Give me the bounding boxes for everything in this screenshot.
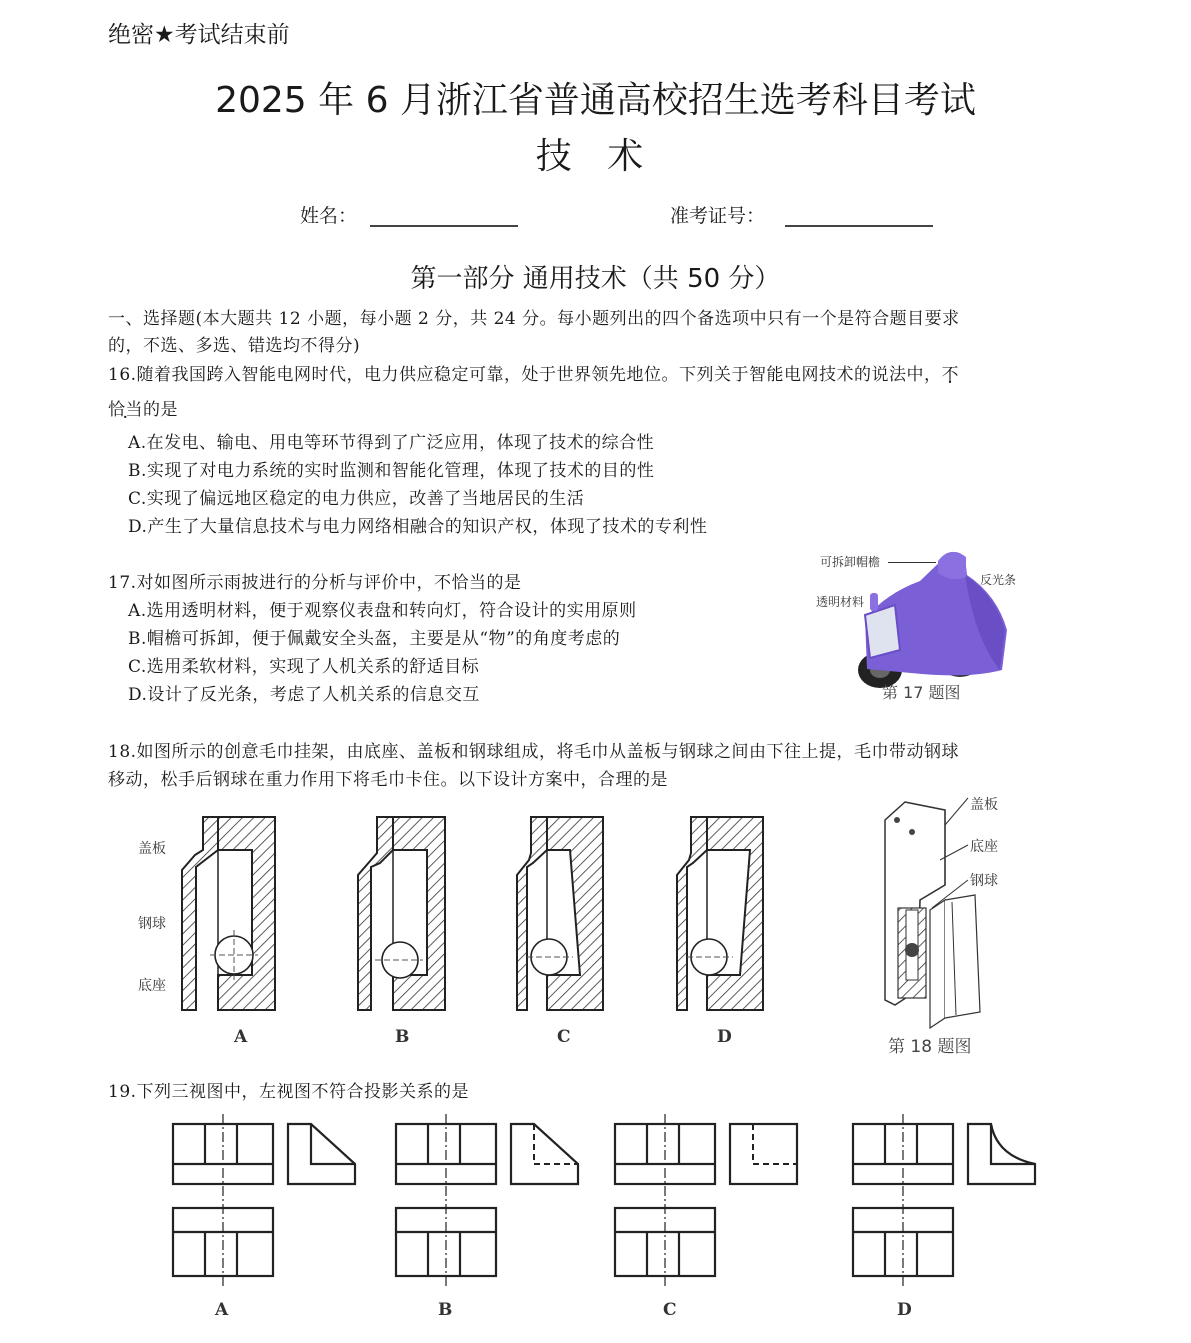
q17-option-d[interactable]: D.设计了反光条，考虑了人机关系的信息交互	[128, 685, 480, 705]
confidential-notice: 绝密★考试结束前	[108, 22, 290, 48]
q18-towel-rack-figure	[860, 790, 1030, 1055]
label-steel-ball: 钢球	[138, 916, 166, 932]
label-base: 底座	[138, 978, 166, 994]
q19-option-b-views[interactable]	[388, 1110, 588, 1325]
label-cover-plate: 盖板	[138, 841, 166, 857]
q18-option-d-drawing[interactable]	[675, 805, 785, 1055]
part-title: 第一部分 通用技术（共 50 分）	[410, 264, 781, 294]
leader-line	[888, 562, 936, 563]
name-field[interactable]	[370, 225, 518, 227]
q16-emphasis-appropriate: 恰当	[108, 400, 143, 420]
label-transparent-material: 透明材料	[816, 595, 865, 609]
q17-figure-caption: 第 17 题图	[882, 683, 961, 702]
q17-option-b[interactable]: B.帽檐可拆卸，便于佩戴安全头盔，主要是从“物”的角度考虑的	[128, 629, 621, 649]
label-detachable-brim: 可拆卸帽檐	[820, 555, 881, 569]
iso-label-cover-plate: 盖板	[970, 797, 998, 813]
q18-stem-line2: 移动，松手后钢球在重力作用下将毛巾卡住。以下设计方案中，合理的是	[108, 770, 668, 790]
q17-option-c[interactable]: C.选用柔软材料，实现了人机关系的舒适目标	[128, 657, 480, 677]
q16-emphasis-not: 不	[941, 365, 960, 385]
q16-option-b[interactable]: B.实现了对电力系统的实时监测和智能化管理，体现了技术的目的性	[128, 461, 655, 481]
q19-label-a: A	[215, 1300, 229, 1320]
section-intro-line2: 的，不选、多选、错选均不得分)	[108, 336, 361, 356]
q16-option-c[interactable]: C.实现了偏远地区稳定的电力供应，改善了当地居民的生活	[128, 489, 585, 509]
q18-option-b-drawing[interactable]	[355, 805, 465, 1055]
q19-option-a-views[interactable]	[165, 1110, 365, 1325]
q19-label-c: C	[663, 1300, 677, 1320]
q19-option-d-views[interactable]	[845, 1110, 1045, 1325]
q19-label-d: D	[897, 1300, 912, 1320]
q16-option-d[interactable]: D.产生了大量信息技术与电力网络相融合的知识产权，体现了技术的专利性	[128, 517, 708, 537]
q19-label-b: B	[438, 1300, 453, 1320]
q18-label-a: A	[234, 1027, 248, 1047]
q18-label-d: D	[717, 1027, 732, 1047]
q16-stem-line1: 16.随着我国跨入智能电网时代，电力供应稳定可靠，处于世界领先地位。下列关于智能电网技术的说法中，不	[108, 365, 960, 385]
iso-label-steel-ball: 钢球	[970, 873, 998, 889]
name-label: 姓名：	[300, 205, 358, 227]
q17-option-a[interactable]: A.选用透明材料，便于观察仪表盘和转向灯，符合设计的实用原则	[128, 601, 637, 621]
q16-stem-line2: 恰当的是	[108, 400, 178, 420]
q17-raincoat-figure	[810, 545, 1030, 705]
exam-id-field[interactable]	[785, 225, 933, 227]
exam-subject: 技 术	[535, 136, 656, 177]
q16-option-a[interactable]: A.在发电、输电、用电等环节得到了广泛应用，体现了技术的综合性	[128, 433, 655, 453]
q18-label-c: C	[557, 1027, 571, 1047]
q18-label-b: B	[395, 1027, 410, 1047]
q18-stem-line1: 18.如图所示的创意毛巾挂架，由底座、盖板和钢球组成，将毛巾从盖板与钢球之间由下往上提，毛巾带动钢球	[108, 742, 960, 762]
q18-figure-caption: 第 18 题图	[888, 1037, 972, 1057]
q19-option-c-views[interactable]	[607, 1110, 807, 1325]
q17-stem: 17.对如图所示雨披进行的分析与评价中，不恰当的是	[108, 573, 522, 593]
exam-title: 2025 年 6 月浙江省普通高校招生选考科目考试	[215, 80, 976, 121]
q18-option-c-drawing[interactable]	[515, 805, 625, 1055]
q18-option-a-drawing[interactable]	[130, 805, 290, 1055]
label-reflective-strip: 反光条	[980, 573, 1017, 587]
q19-stem: 19.下列三视图中，左视图不符合投影关系的是	[108, 1082, 470, 1102]
iso-label-base: 底座	[970, 839, 998, 855]
section-intro-line1: 一、选择题(本大题共 12 小题，每小题 2 分，共 24 分。每小题列出的四个备选项中只有一个是符合题目要求	[108, 309, 960, 329]
exam-id-label: 准考证号：	[670, 205, 766, 227]
